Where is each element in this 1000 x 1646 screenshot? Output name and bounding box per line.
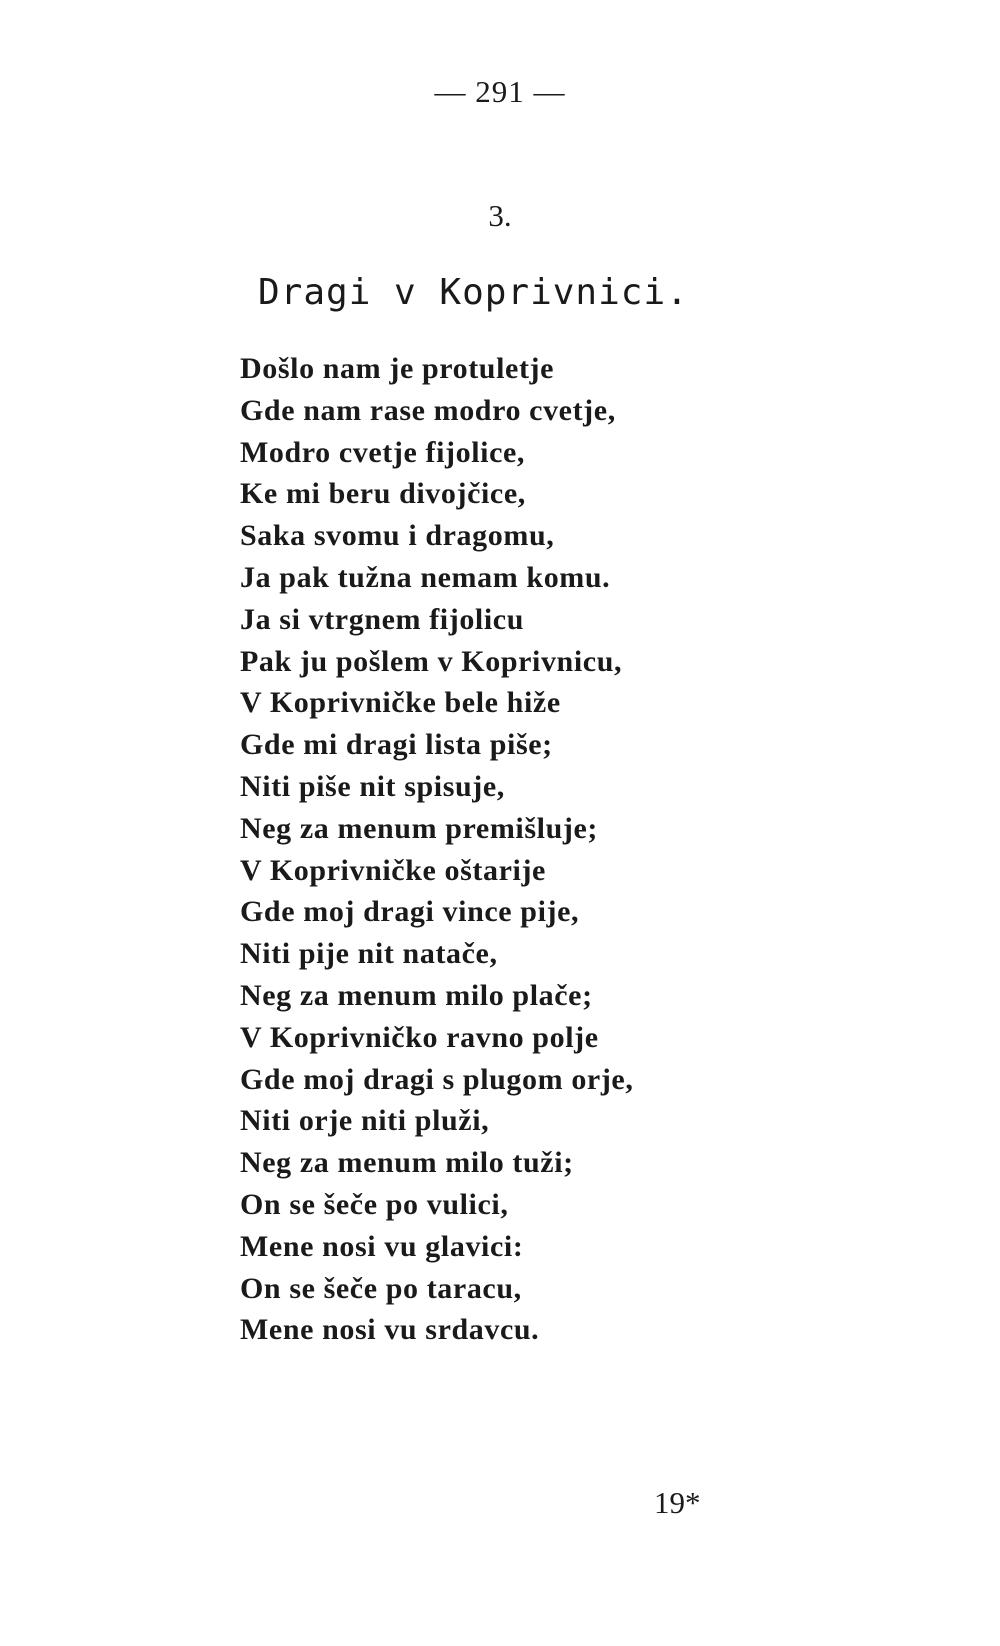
poem-number: 3. xyxy=(488,198,512,233)
poem-line: Niti piše nit spisuje, xyxy=(240,769,505,803)
poem-line: On se šeče po vulici, xyxy=(240,1187,509,1221)
poem-line: Saka svomu i dragomu, xyxy=(240,519,555,553)
poem-line: V Koprivničke bele hiže xyxy=(240,686,561,720)
poem-line: V Koprivničko ravno polje xyxy=(240,1020,599,1054)
page-number: — 291 — xyxy=(434,74,566,109)
poem-verse xyxy=(240,348,633,1351)
poem-line: Neg za menum milo plače; xyxy=(240,978,593,1012)
poem-line: Gde mi dragi lista piše; xyxy=(240,728,553,762)
poem-line: Mene nosi vu glavici: xyxy=(240,1229,524,1263)
poem-line: Niti orje niti pluži, xyxy=(240,1104,490,1138)
poem-line: Došlo nam je protuletje xyxy=(240,352,555,385)
poem-line: Ke mi beru divojčice, xyxy=(240,477,526,511)
poem-line: V Koprivničke oštarije xyxy=(240,853,546,887)
poem-line: Gde moj dragi s plugom orje, xyxy=(240,1062,634,1096)
signature-mark: 19* xyxy=(654,1485,701,1520)
poem-line: Neg za menum premišluje; xyxy=(240,811,598,845)
poem-line: Pak ju pošlem v Koprivnicu, xyxy=(240,644,623,678)
poem-line: Neg za menum milo tuži; xyxy=(240,1146,574,1180)
poem-line: Gde moj dragi vince pije, xyxy=(240,895,580,929)
poem-title: Dragi v Koprivnici. xyxy=(258,272,689,313)
poem-line: On se šeče po taracu, xyxy=(240,1271,522,1305)
poem-line: Ja si vtrgnem fijolicu xyxy=(240,602,524,636)
poem-line: Mene nosi vu srdavcu. xyxy=(240,1313,540,1347)
poem-line: Modro cvetje fijolice, xyxy=(240,435,526,469)
poem-line: Niti pije nit natače, xyxy=(240,937,498,971)
poem-line: Ja pak tužna nemam komu. xyxy=(240,560,611,594)
poem-line: Gde nam rase modro cvetje, xyxy=(240,393,616,427)
